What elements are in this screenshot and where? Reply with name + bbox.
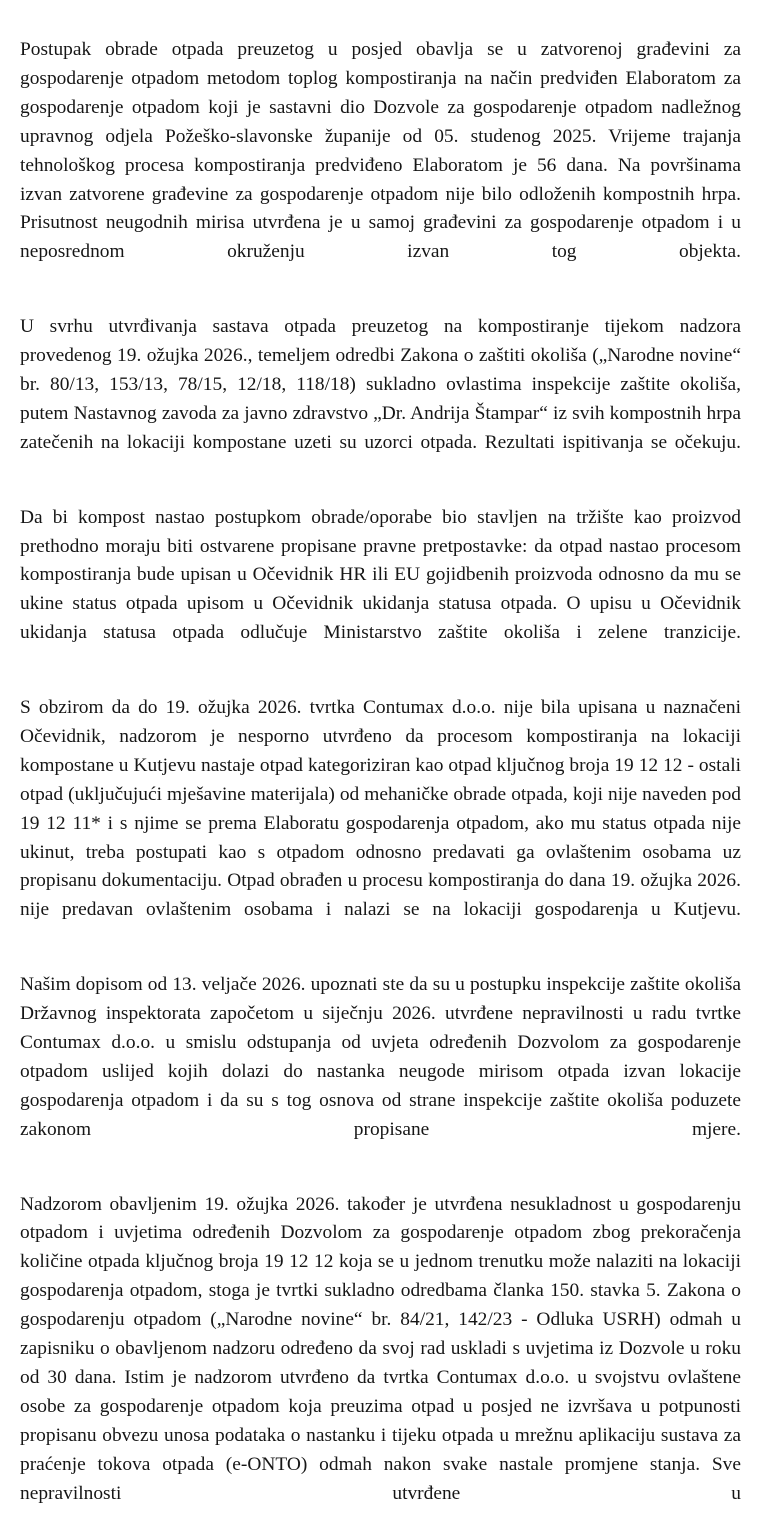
text-run-italic-waste-code-description: ostali otpad (uključujući mješavine materijala) od mehaničke obrade otpada, koji nije naveden pod 19 12 11* — [20, 754, 741, 834]
paragraph-2 — [20, 313, 741, 486]
text-run: i s njime se prema Elaboratu gospodarenja otpadom, ako mu status otpada nije ukinut, treba postupati kao s otpadom odnosno predavati ga ovlaštenim osobama uz propisanu dokumentaciju. Otpad obrađen u procesu kompostiranja do dana 19. ožujka 2026. nije predavan ovlaštenim osobama i nalazi se na lokaciji gospodarenja u Kutjevu. — [20, 812, 741, 921]
paragraph-4 — [20, 694, 741, 954]
paragraph-3 — [20, 504, 741, 677]
text-run: U svrhu utvrđivanja sastava otpada preuzetog na kompostiranje tijekom nadzora provedenog 19. ožujka 2026., temeljem odredbi Zakona o zaštiti okoliša („Narodne novine“ br. 80/13, 153/13, 78/15, 12/18, 118/18) sukladno ovlastima inspekcije zaštite okoliša, putem Nastavnog zavoda za javno zdravstvo „Dr. Andrija Štampar“ iz svih kompostnih hrpa zatečenih na lokaciji kompostane uzeti su uzorci otpada. Rezultati ispitivanja se očekuju. — [20, 316, 741, 453]
document-text-body — [20, 36, 741, 1537]
text-run: Nadzorom obavljenim 19. ožujka 2026. također je utvrđena nesukladnost u gospodarenju otpadom i uvjetima određenih Dozvolom za gospodarenje otpadom zbog prekoračenja količine otpada ključnog broja 19 12 12 koja se u jednom trenutku može nalaziti na lokaciji gospodarenja otpadom, stoga je tvrtki sukladno odredbama članka 150. stavka 5. Zakona o gospodarenju otpadom („Narodne novine“ br. 84/21, 142/23 - Odluka USRH) odmah u zapisniku o obavljenom nadzoru određeno da svoj rad uskladi s uvjetima iz Dozvole u roku od 30 dana. Istim je nadzorom utvrđeno da tvrtka Contumax d.o.o. u svojstvu ovlaštene osobe za gospodarenje otpadom koja preuzima otpad u posjed ne izvršava u potpunosti propisanu obvezu unosa podataka o nastanku i tijeku otpada u mrežnu aplikaciju sustava za praćenje tokova otpada (e-ONTO) odmah nakon svake nastale promjene stanja. Sve nepravilnosti utvrđene u — [20, 1193, 741, 1504]
paragraph-5 — [20, 971, 741, 1173]
text-run: Postupak obrade otpada preuzetog u posjed obavlja se u zatvorenoj građevini za gospodarenje otpadom metodom toplog kompostiranja na način predviđen Elaboratom za gospodarenje otpadom koji je sastavni dio Dozvole za gospodarenje otpadom nadležnog upravnog odjela Požeško-slavonske županije od 05. studenog 2025. Vrijeme trajanja tehnološkog procesa kompostiranja predviđeno Elaboratom je 56 dana. Na površinama izvan zatvorene građevine za gospodarenje otpadom nije bilo odloženih kompostnih hrpa. Prisutnost neugodnih mirisa utvrđena je u samoj građevini za gospodarenje otpadom i u neposrednom okruženju izvan tog objekta. — [20, 39, 741, 263]
text-run: Da bi kompost nastao postupkom obrade/oporabe bio stavljen na tržište kao proizvod prethodno moraju biti ostvarene propisane pravne pretpostavke: da otpad nastao procesom kompostiranja bude upisan u Očevidnik HR ili EU gojidbenih proizvoda odnosno da mu se ukine status otpada upisom u Očevidnik ukidanja statusa otpada. O upisu u Očevidnik ukidanja statusa otpada odlučuje Ministarstvo zaštite okoliša i zelene tranzicije. — [20, 506, 741, 644]
text-run: Našim dopisom od 13. veljače 2026. upoznati ste da su u postupku inspekcije zaštite okoliša Državnog inspektorata započetom u siječnju 2026. utvrđene nepravilnosti u radu tvrtke Contumax d.o.o. u smislu odstupanja od uvjeta određenih Dozvolom za gospodarenje otpadom uslijed kojih dolazi do nastanka neugode mirisom otpada izvan lokacije gospodarenja otpadom i da su s tog osnova od strane inspekcije zaštite okoliša poduzete zakonom propisane mjere. — [20, 974, 741, 1140]
text-run: S obzirom da do 19. ožujka 2026. tvrtka Contumax d.o.o. nije bila upisana u naznačeni Očevidnik, nadzorom je nesporno utvrđeno da procesom kompostiranja na lokaciji kompostane u Kutjevu nastaje otpad kategoriziran kao otpad ključnog broja 19 12 12 - — [20, 697, 741, 776]
paragraph-6 — [20, 1191, 741, 1537]
paragraph-1 — [20, 36, 741, 296]
